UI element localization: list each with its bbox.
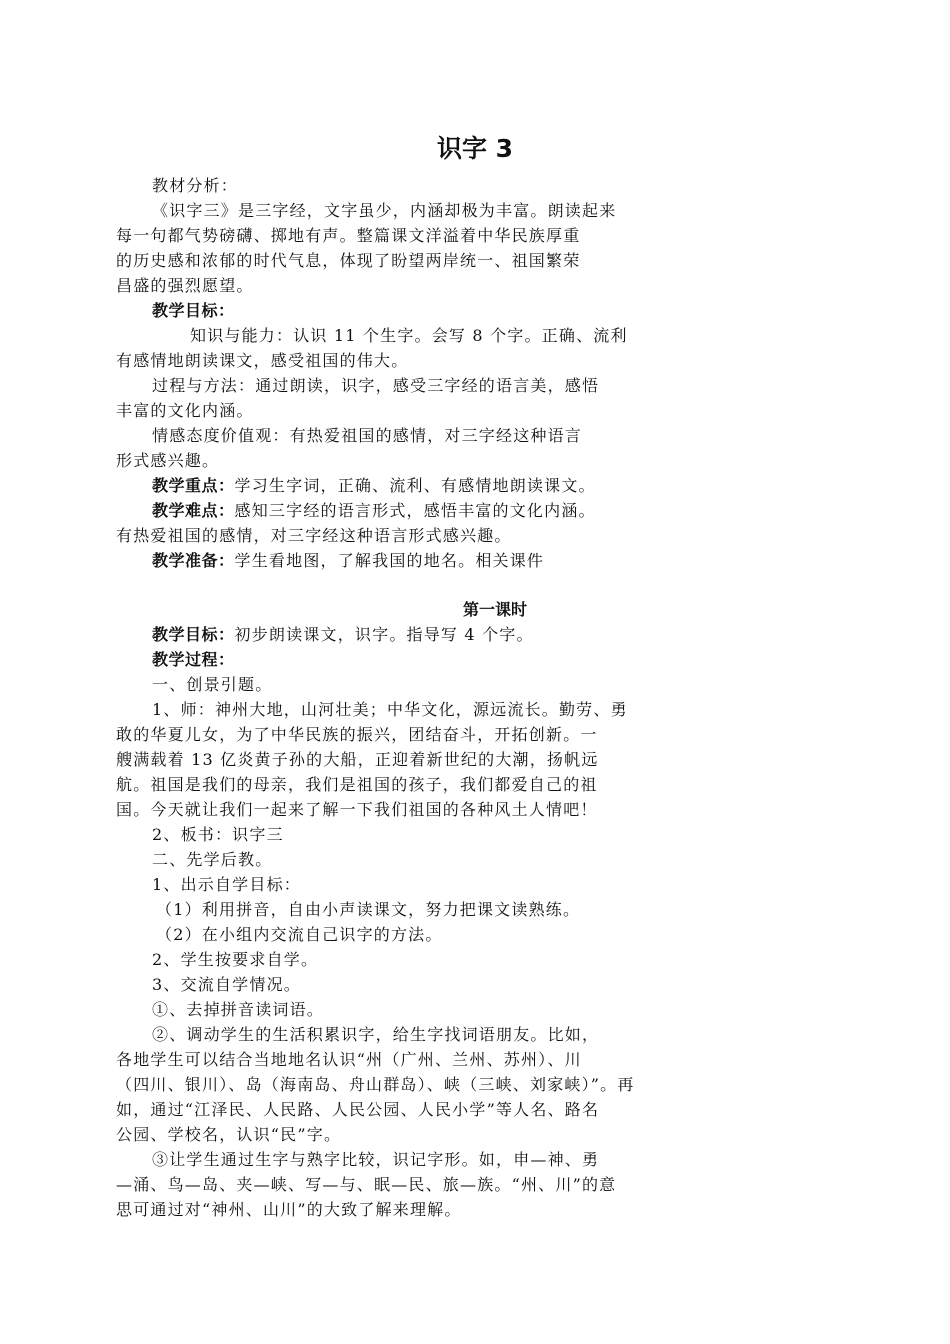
analysis-line: 昌盛的强烈愿望。 (116, 276, 254, 295)
key-point (152, 474, 672, 498)
process-line: ①、去掉拼音读词语。 (152, 1000, 325, 1019)
process-line: ②、调动学生的生活积累识字，给生字找词语朋友。比如， (152, 1025, 600, 1044)
difficulty-line2: 有热爱祖国的感情，对三字经这种语言形式感兴趣。 (116, 526, 512, 545)
key-point-label: 教学重点： (152, 476, 235, 495)
prep-text: 学生看地图，了解我国的地名。相关课件 (234, 551, 545, 570)
process-line: （四川、银川）、岛（海南岛、舟山群岛）、峡（三峡、刘家峡）”。再 (116, 1075, 635, 1094)
process-line: 思可通过对“神州、山川”的大致了解来理解。 (116, 1200, 462, 1219)
process-line: 1、出示自学目标： (152, 875, 301, 894)
goal-knowledge-line: 有感情地朗读课文，感受祖国的伟大。 (116, 351, 409, 370)
lesson-heading: 第一课时 (462, 600, 527, 619)
goal-process-line: 丰富的文化内涵。 (116, 401, 254, 420)
lesson-goal (152, 623, 672, 647)
goals-heading: 教学目标： (152, 301, 235, 320)
process-line: 艘满载着 13 亿炎黄子孙的大船，正迎着新世纪的大潮，扬帆远 (116, 750, 599, 769)
process-line: （2）在小组内交流自己识字的方法。 (156, 925, 443, 944)
process-line: 3、交流自学情况。 (152, 975, 301, 994)
goal-knowledge-line: 知识与能力：认识 11 个生字。会写 8 个字。正确、流利 (190, 326, 628, 345)
process-line: —涌、鸟—岛、夹—峡、写—与、眠—民、旅—族。“州、川”的意 (116, 1175, 617, 1194)
process-line: 敢的华夏儿女，为了中华民族的振兴，团结奋斗，开拓创新。一 (116, 725, 598, 744)
process-line: 一、创景引题。 (152, 675, 273, 694)
goal-emotion-line: 形式感兴趣。 (116, 451, 220, 470)
analysis-line: 《识字三》是三字经，文字虽少，内涵却极为丰富。朗读起来 (152, 201, 617, 220)
process-line: 2、板书：识字三 (152, 825, 284, 844)
process-line: 2、学生按要求自学。 (152, 950, 319, 969)
difficulty (152, 499, 672, 523)
analysis-heading: 教材分析： (152, 176, 239, 195)
process-line: 国。今天就让我们一起来了解一下我们祖国的各种风土人情吧！ (116, 800, 598, 819)
goal-emotion-line: 情感态度价值观：有热爱祖国的感情，对三字经这种语言 (152, 426, 583, 445)
process-line: （1）利用拼音，自由小声读课文，努力把课文读熟练。 (156, 900, 581, 919)
page-title: 识字 3 (436, 134, 514, 163)
process-line: 如，通过“江泽民、人民路、人民公园、人民小学”等人名、路名 (116, 1100, 600, 1119)
process-line: 各地学生可以结合当地地名认识“州（广州、兰州、苏州）、川 (116, 1050, 582, 1069)
lesson-process-label: 教学过程： (152, 650, 235, 669)
analysis-line: 每一句都气势磅礴、掷地有声。整篇课文洋溢着中华民族厚重 (116, 226, 581, 245)
goal-process-line: 过程与方法：通过朗读，识字，感受三字经的语言美，感悟 (152, 376, 600, 395)
difficulty-label: 教学难点： (152, 501, 235, 520)
process-line: ③让学生通过生字与熟字比较，识记字形。如，申—神、勇 (152, 1150, 600, 1169)
difficulty-text: 感知三字经的语言形式，感悟丰富的文化内涵。 (234, 501, 596, 520)
lesson-goal-text: 初步朗读课文，识字。指导写 4 个字。 (234, 625, 534, 644)
process-line: 公园、学校名，认识“民”字。 (116, 1125, 342, 1144)
process-line: 二、先学后教。 (152, 850, 273, 869)
prep-label: 教学准备： (152, 551, 235, 570)
lesson-goal-label: 教学目标： (152, 625, 235, 644)
preparation (152, 549, 672, 573)
process-line: 航。祖国是我们的母亲，我们是祖国的孩子，我们都爱自己的祖 (116, 775, 598, 794)
analysis-line: 的历史感和浓郁的时代气息，体现了盼望两岸统一、祖国繁荣 (116, 251, 581, 270)
process-line: 1、师：神州大地，山河壮美；中华文化，源远流长。勤劳、勇 (152, 700, 628, 719)
key-point-text: 学习生字词，正确、流利、有感情地朗读课文。 (234, 476, 596, 495)
